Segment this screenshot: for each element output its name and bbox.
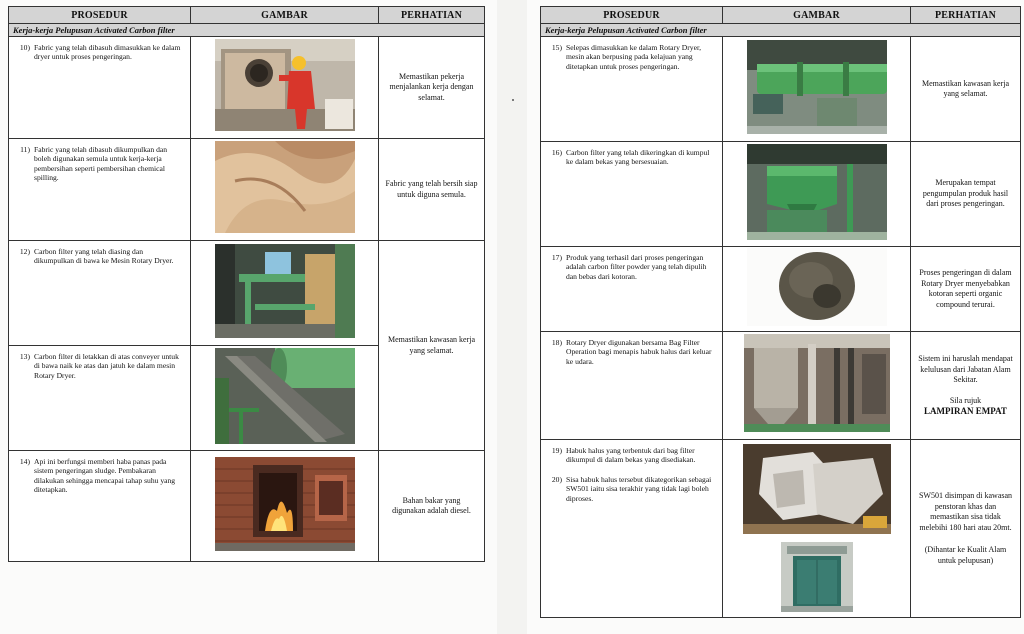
step-text: Habuk halus yang terbentuk dari bag filter dikumpul di dalam bekas yang disediakan. <box>566 446 696 465</box>
step-text: Carbon filter yang telah diasing dan dikumpulkan di bawa ke Mesin Rotary Dryer. <box>34 247 174 266</box>
step-text: Fabric yang telah dibasuh dimasukkan ke dalam dryer untuk proses pengeringan. <box>34 43 181 62</box>
note-product-collection: Merupakan tempat pengumpulan produk hasil dari proses pengeringan. <box>911 142 1021 247</box>
header-perhatian: PERHATIAN <box>379 7 485 24</box>
step-number: 20) <box>551 474 562 484</box>
rotary-dryer-drum-photo <box>747 40 887 134</box>
collection-bin-photo <box>747 144 887 240</box>
step-number: 19) <box>551 446 562 455</box>
header-gambar: GAMBAR <box>723 7 911 24</box>
step-11 <box>9 139 191 241</box>
step-number: 14) <box>19 457 30 466</box>
header-prosedur: PROSEDUR <box>541 7 723 24</box>
right-procedure-table <box>540 6 1021 618</box>
left-procedure-table <box>8 6 485 562</box>
step-number: 15) <box>551 43 562 52</box>
step-text: Rotary Dryer digunakan bersama Bag Filter Operation bagi menapis habuk halus dari keluar ke udara. <box>566 338 712 366</box>
dryer-loading-photo <box>215 39 355 131</box>
step-12 <box>9 241 191 346</box>
step-10 <box>9 37 191 139</box>
step-number: 17) <box>551 253 562 262</box>
note-organic-decompose: Proses pengeringan di dalam Rotary Dryer menyebabkan kotoran seperti organic compound terurai. <box>911 247 1021 332</box>
step-text: Produk yang terhasil dari proses pengeringan adalah carbon filter powder yang telah dipulih dan bebas dari kotoran. <box>566 253 707 281</box>
step-text: Carbon filter yang telah dikeringkan di kumpul ke dalam bekas yang bersesuaian. <box>566 148 710 167</box>
step-number: 13) <box>19 352 30 361</box>
carbon-powder-photo <box>747 248 887 326</box>
step-15 <box>541 37 723 142</box>
note-area-safety: Memastikan kawasan kerja yang selamat. <box>379 241 485 451</box>
section-title: Kerja-kerja Pelupusan Activated Carbon filter <box>541 24 1021 37</box>
step-13 <box>9 346 191 451</box>
sw501-storage-text: SW501 disimpan di kawasan penstoran khas dan memastikan sisa tidak melebihi 180 hari atau 20mt. <box>918 491 1013 532</box>
step-14 <box>9 451 191 562</box>
scan-mark <box>512 99 514 101</box>
step-number: 18) <box>551 338 562 347</box>
note-approval-text: Sistem ini haruslah mendapat kelulusan dari Jabatan Alam Sekitar. <box>918 354 1013 385</box>
step-number: 10) <box>19 43 30 52</box>
note-worker-safety: Memastikan pekerja menjalankan kerja dengan selamat. <box>379 37 485 139</box>
header-prosedur: PROSEDUR <box>9 7 191 24</box>
step-17 <box>541 247 723 332</box>
clean-fabric-photo <box>215 141 355 233</box>
header-gambar: GAMBAR <box>191 7 379 24</box>
note-diesel-fuel: Bahan bakar yang digunakan adalah diesel. <box>379 451 485 562</box>
note-area-safety: Memastikan kawasan kerja yang selamat. <box>911 37 1021 142</box>
header-perhatian: PERHATIAN <box>911 7 1021 24</box>
note-fabric-reuse: Fabric yang telah bersih siap untuk diguna semula. <box>379 139 485 241</box>
step-text: Carbon filter di letakkan di atas conveyer untuk di bawa naik ke atas dan jatuh ke dalam mesin Rotary Dryer. <box>34 352 179 380</box>
rotary-dryer-machine-photo <box>215 244 355 338</box>
bag-filter-photo <box>744 334 890 432</box>
step-text: Api ini berfungsi memberi haba panas pada sistem pengeringan sludge. Pembakaran dilakukan sehingga mencapai tahap suhu yang ditetapkan. <box>34 457 176 495</box>
step-number: 11) <box>20 145 30 154</box>
note-sw501-storage <box>911 440 1021 618</box>
storage-room-photo <box>781 542 853 612</box>
step-text: Sisa habuk halus tersebut dikategorikan sebagai SW501 iaitu sisa terakhir yang tidak lagi boleh diproses. <box>566 474 712 503</box>
note-refer-text: Sila rujuk <box>949 395 982 405</box>
step-16 <box>541 142 723 247</box>
dust-bags-photo <box>743 444 891 534</box>
step-text: Selepas dimasukkan ke dalam Rotary Dryer, mesin akan berpusing pada kelajuan yang ditetapkan untuk proses pengeringan. <box>566 43 702 71</box>
step-number: 16) <box>551 148 562 157</box>
step-18 <box>541 332 723 440</box>
note-jas-approval <box>911 332 1021 440</box>
conveyor-photo <box>215 348 355 444</box>
step-19-20 <box>541 440 723 618</box>
lampiran-empat-label: LAMPIRAN EMPAT <box>924 406 1007 417</box>
step-number: 12) <box>19 247 30 256</box>
disposal-note: (Dihantar ke Kualit Alam untuk pelupusan) <box>924 545 1007 565</box>
furnace-fire-photo <box>215 457 355 551</box>
section-title: Kerja-kerja Pelupusan Activated Carbon filter <box>9 24 485 37</box>
step-text: Fabric yang telah dibasuh dikumpulkan dan boleh digunakan semula untuk kerja-kerja pembersihan seperti pembersihan chemical spilling. <box>34 145 168 183</box>
